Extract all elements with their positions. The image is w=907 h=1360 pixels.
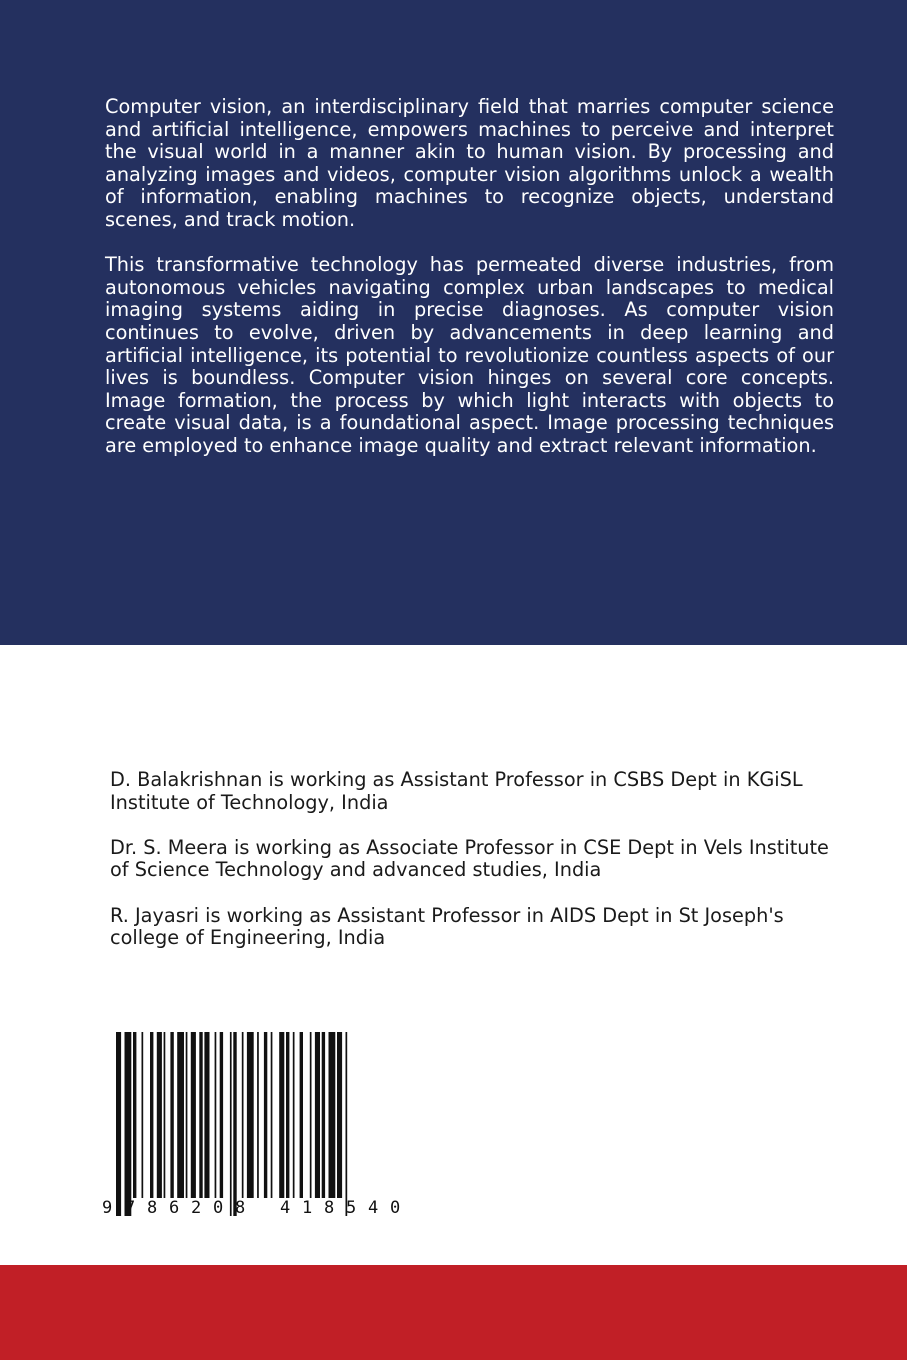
barcode-bar (264, 1032, 267, 1198)
barcode-bar (322, 1032, 325, 1198)
barcode-bar (204, 1032, 209, 1198)
barcode-digit: 4 (280, 1198, 291, 1218)
barcode-bars (100, 1030, 420, 1222)
barcode-bar (199, 1032, 202, 1198)
barcode-bar (186, 1032, 188, 1198)
barcode-bar (300, 1032, 303, 1198)
barcode-digit: 0 (390, 1198, 401, 1218)
barcode-bar (310, 1032, 312, 1198)
barcode-bar (142, 1032, 144, 1198)
barcode-bar (346, 1032, 348, 1216)
bottom-color-band (0, 1265, 907, 1360)
isbn-barcode (100, 1030, 420, 1222)
barcode-bar (133, 1032, 136, 1198)
barcode-bar (177, 1032, 184, 1198)
barcode-digit: 8 (324, 1198, 335, 1218)
barcode-bar (242, 1032, 244, 1198)
barcode-digit: 4 (368, 1198, 379, 1218)
barcode-bar (293, 1032, 295, 1198)
barcode-bar (230, 1032, 232, 1216)
barcode-bar (329, 1032, 336, 1198)
barcode-bar (116, 1032, 121, 1216)
book-description (105, 96, 834, 480)
description-paragraph-1: Computer vision, an interdisciplinary field that marries computer science and artificial intelligence, empowers machines to perceive and interpret the visual world in a manner akin to human vision. By processing and analyzing images and videos, computer vision algorithms unlock a wealth of information, enabling machines to recognize objects, understand scenes, and track motion. (105, 95, 834, 231)
barcode-digit: 6 (169, 1198, 180, 1218)
barcode-bar (286, 1032, 289, 1198)
barcode-bar (279, 1032, 284, 1198)
barcode-bar (220, 1032, 223, 1198)
barcode-digit: 8 (147, 1198, 158, 1218)
barcode-bar (215, 1032, 217, 1198)
barcode-bar (337, 1032, 342, 1198)
barcode-bar (125, 1032, 132, 1216)
barcode-digit: 8 (235, 1198, 246, 1218)
barcode-bar (170, 1032, 173, 1198)
author-bio-2: Dr. S. Meera is working as Associate Professor in CSE Dept in Vels Institute of Science Technology and advanced studies, India (110, 835, 829, 882)
barcode-digit: 9 (102, 1198, 113, 1218)
description-paragraph-2: This transformative technology has permeated diverse industries, from autonomous vehicles navigating complex urban landscapes to medical imaging systems aiding in precise diagnoses. As computer vision continues to evolve, driven by advancements in deep learning and artificial intelligence, its potential to revolutionize countless aspects of our lives is boundless. Computer vision hinges on several core concepts. Image formation, the process by which light interacts with objects to create visual data, is a foundational aspect. Image processing techniques are employed to enhance image quality and extract relevant information. (105, 253, 834, 457)
barcode-digit: 5 (346, 1198, 357, 1218)
barcode-bar (233, 1032, 236, 1216)
author-bios (110, 769, 840, 972)
author-bio-1: D. Balakrishnan is working as Assistant Professor in CSBS Dept in KGiSL Institute of Technology, India (110, 768, 803, 814)
barcode-bar (315, 1032, 320, 1198)
barcode-digit: 1 (302, 1198, 313, 1218)
barcode-bar (247, 1032, 254, 1198)
barcode-bar (164, 1032, 166, 1198)
barcode-bar (157, 1032, 162, 1198)
back-cover-top-panel (0, 0, 907, 645)
barcode-digit: 0 (213, 1198, 224, 1218)
barcode-digit: 7 (125, 1198, 136, 1218)
author-bio-3: R. Jayasri is working as Assistant Professor in AIDS Dept in St Joseph's college of Engineering, India (110, 903, 784, 950)
barcode-bar (257, 1032, 259, 1198)
barcode-digit: 2 (191, 1198, 202, 1218)
barcode-number (100, 1198, 420, 1222)
barcode-bar (150, 1032, 153, 1198)
barcode-bar (191, 1032, 196, 1198)
barcode-bar (271, 1032, 273, 1198)
